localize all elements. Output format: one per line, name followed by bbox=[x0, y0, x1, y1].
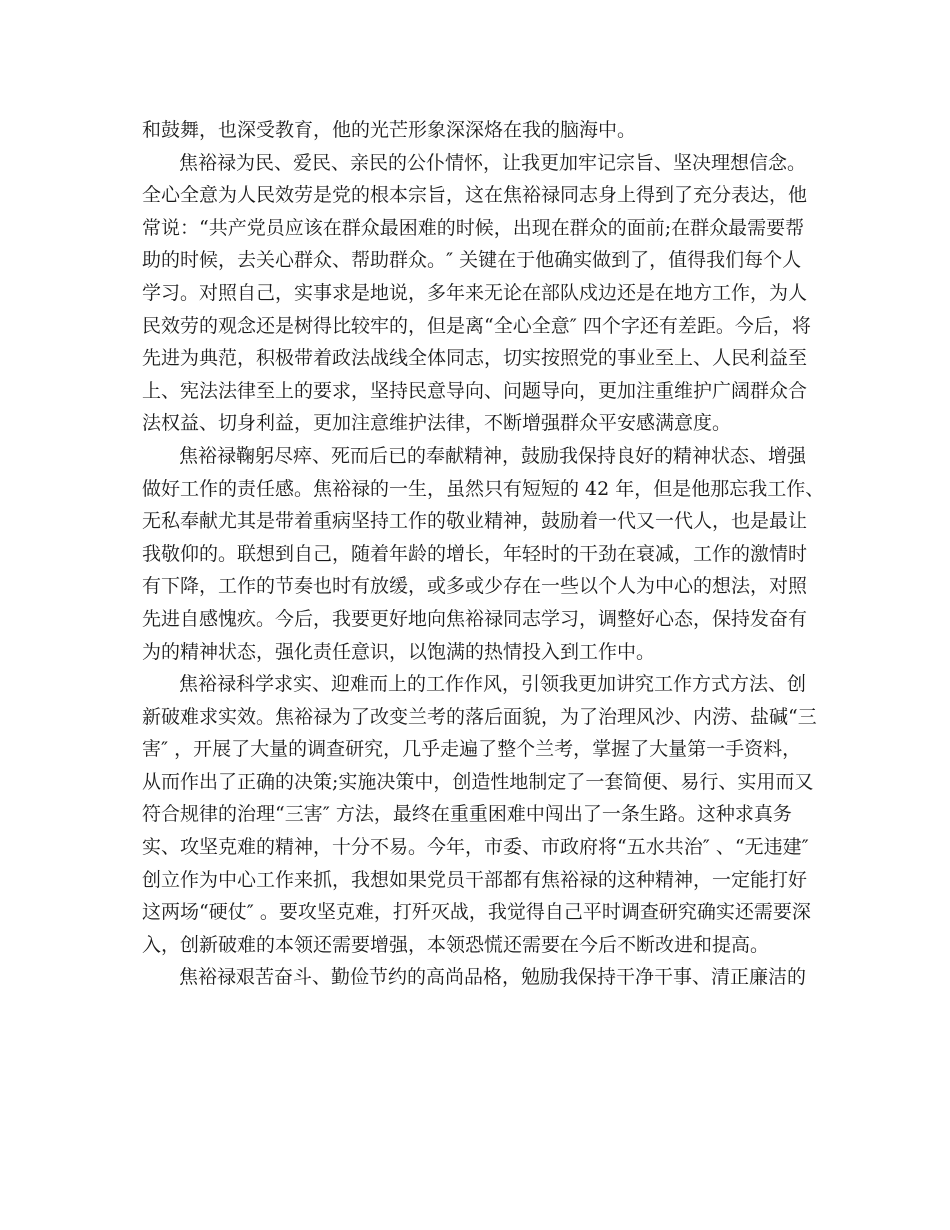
text-line: 常说：“共产党员应该在群众最困难的时候，出现在群众的面前;在群众最需要帮 bbox=[142, 216, 805, 239]
paragraph-1 bbox=[142, 114, 822, 147]
text-line: 先进自感愧疚。今后，我要更好地向焦裕禄同志学习，调整好心态，保持发奋有 bbox=[142, 607, 808, 630]
text-line: 焦裕禄科学求实、迎难而上的工作作风，引领我更加讲究工作方式方法、创 bbox=[179, 673, 807, 696]
text-line: 全心全意为人民效劳是党的根本宗旨，这在焦裕禄同志身上得到了充分表达，他 bbox=[142, 184, 808, 207]
text-line: 民效劳的观念还是树得比较牢的，但是离“全心全意″ 四个字还有差距。今后，将 bbox=[142, 314, 811, 337]
text-line: 无私奉献尤其是带着重病坚持工作的敬业精神，鼓励着一代又一代人，也是最让 bbox=[142, 510, 808, 533]
text-line: 从而作出了正确的决策;实施决策中，创造性地制定了一套简便、易行、实用而又 bbox=[142, 770, 814, 793]
text-line: 实、攻坚克难的精神，十分不易。今年，市委、市政府将“五水共治″ 、“无违建″ bbox=[142, 836, 809, 859]
text-line: 新破难求实效。焦裕禄为了改变兰考的落后面貌，为了治理风沙、内涝、盐碱“三 bbox=[142, 705, 817, 728]
text-line: 学习。对照自己，实事求是地说，多年来无论在部队戍边还是在地方工作，为人 bbox=[142, 281, 808, 304]
paragraph-3 bbox=[142, 440, 825, 668]
paragraph-2 bbox=[142, 147, 822, 440]
text-line: 创立作为中心工作来抓，我想如果党员干部都有焦裕禄的这种精神，一定能打好 bbox=[142, 868, 808, 891]
paragraph-5 bbox=[142, 961, 822, 994]
document-body bbox=[142, 114, 825, 994]
text-line: 为的精神状态，强化责任意识，以饱满的热情投入到工作中。 bbox=[142, 640, 656, 663]
text-line: 有下降，工作的节奏也时有放缓，或多或少存在一些以个人为中心的想法，对照 bbox=[142, 575, 808, 598]
text-line: 害″ ，开展了大量的调查研究，几乎走遍了整个兰考，掌握了大量第一手资料， bbox=[142, 738, 802, 761]
text-line: 这两场“硬仗″ 。要攻坚克难，打歼灭战，我觉得自己平时调查研究确实还需要深 bbox=[142, 901, 811, 924]
text-line: 符合规律的治理“三害″ 方法，最终在重重困难中闯出了一条生路。这种求真务 bbox=[142, 803, 792, 826]
text-line: 入，创新破难的本领还需要增强，本领恐慌还需要在今后不断改进和提高。 bbox=[142, 933, 770, 956]
text-line: 我敬仰的。联想到自己，随着年龄的增长，年轻时的干劲在衰减，工作的激情时 bbox=[142, 542, 808, 565]
text-line: 上、宪法法律至上的要求，坚持民意导向、问题导向，更加注重维护广阔群众合 bbox=[142, 379, 808, 402]
text-line: 焦裕禄为民、爱民、亲民的公仆情怀，让我更加牢记宗旨、坚决理想信念。 bbox=[179, 151, 807, 174]
text-line: 先进为典范，积极带着政法战线全体同志，切实按照党的事业至上、人民利益至 bbox=[142, 347, 808, 370]
text-line: 和鼓舞，也深受教育，他的光芒形象深深烙在我的脑海中。 bbox=[142, 119, 637, 141]
text-line: 法权益、切身利益，更加注意维护法律，不断增强群众平安感满意度。 bbox=[142, 412, 732, 435]
paragraph-4 bbox=[142, 668, 822, 961]
text-line: 做好工作的责任感。焦裕禄的一生，虽然只有短短的 42 年，但是他那忘我工作、 bbox=[142, 477, 825, 500]
text-line: 焦裕禄艰苦奋斗、勤俭节约的高尚品格，勉励我保持干净干事、清正廉洁的 bbox=[179, 966, 807, 989]
text-line: 焦裕禄鞠躬尽瘁、死而后已的奉献精神，鼓励我保持良好的精神状态、增强 bbox=[179, 444, 807, 467]
text-line: 助的时候，去关心群众、帮助群众。″ 关键在于他确实做到了，值得我们每个人 bbox=[142, 249, 802, 272]
